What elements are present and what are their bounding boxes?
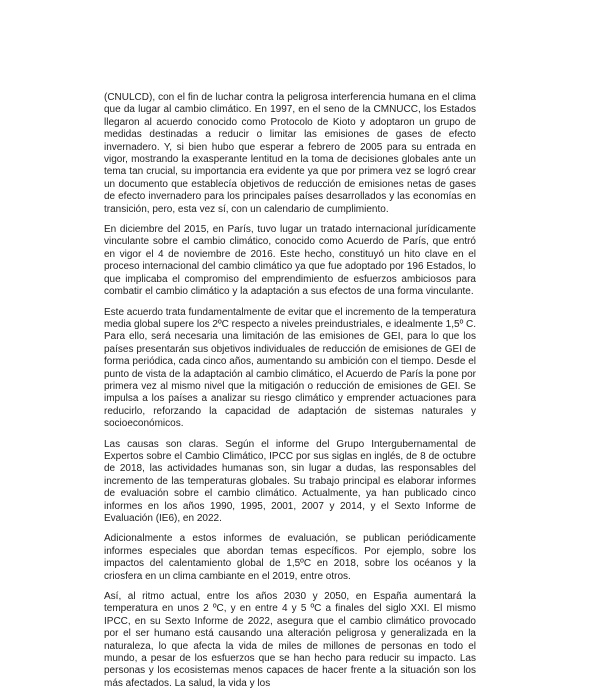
paragraph-ipcc-causes: Las causas son claras. Según el informe del Grupo Intergubernamental de Expertos sobre el Cambio Climático, IPCC por sus siglas en inglés, de 8 de octubre de 2018, las actividades humanas son, sin lugar a dudas, las responsables del incremento de las temperaturas globales. Su trabajo principal es elaborar informes de evaluación sobre el cambio climático. Actualmente, ya han publicado cinco informes en los años 1990, 1995, 2001, 2007 y 2014, y el Sexto Informe de Evaluación (IE6), en 2022. [104, 438, 476, 524]
paragraph-kyoto-protocol: (CNULCD), con el fin de luchar contra la peligrosa interferencia humana en el clima que da lugar al cambio climático. En 1997, en el seno de la CMNUCC, los Estados llegaron al acuerdo conocido como Protocolo de Kioto y adoptaron un grupo de medidas destinadas a reducir o limitar las emisiones de gases de efecto invernadero. Y, si bien hubo que esperar a febrero de 2005 para su entrada en vigor, mostrando la exasperante lentitud en la toma de decisiones globales ante un tema tan crucial, su importancia era evidente ya que por primera vez se logró crear un documento que establecía objetivos de reducción de emisiones netas de gases de efecto invernadero para los principales países desarrollados y las economías en transición, pero, esta vez sí, con un calendario de cumplimiento. [104, 92, 476, 215]
paragraph-special-reports: Adicionalmente a estos informes de evaluación, se publican periódicamente informes especiales que abordan temas específicos. Por ejemplo, sobre los impactos del calentamiento global de 1,5ºC en 2018, sobre los océanos y la criosfera en un clima cambiante en el 2019, entre otros. [104, 533, 476, 582]
paragraph-paris-agreement: En diciembre del 2015, en París, tuvo lugar un tratado internacional jurídicamente vinculante sobre el cambio climático, conocido como Acuerdo de París, que entró en vigor el 4 de noviembre de 2016. Este hecho, constituyó un hito clave en el proceso internacional del cambio climático ya que fue adoptado por 196 Estados, lo que implicaba el compromiso del emprendimiento de esfuerzos ambiciosos para combatir el cambio climático y la adaptación a sus efectos de una forma vinculante. [104, 224, 476, 298]
paragraph-current-rate: Así, al ritmo actual, entre los años 2030 y 2050, en España aumentará la temperatura en unos 2 ºC, y en entre 4 y 5 ºC a finales del siglo XXI. El mismo IPCC, en su Sexto Informe de 2022, asegura que el cambio climático provocado por el ser humano está causando una alteración peligrosa y generalizada en la naturaleza, lo que afecta la vida de miles de millones de personas en todo el mundo, a pesar de los esfuerzos que se han hecho para reducir su impacto. Las personas y los ecosistemas menos capaces de hacer frente a la situación son los más afectados. La salud, la vida y los [104, 591, 476, 689]
document-body [104, 92, 476, 698]
paragraph-agreement-goals: Este acuerdo trata fundamentalmente de evitar que el incremento de la temperatura media global supere los 2ºC respecto a niveles preindustriales, e idealmente 1,5º C. Para ello, será necesaria una limitación de las emisiones de GEI, para lo que los países presentarán sus objetivos individuales de reducción de emisiones de GEI de forma periódica, cada cinco años, aumentando su ambición con el tiempo. Desde el punto de vista de la adaptación al cambio climático, el Acuerdo de París la pone por primera vez al mismo nivel que la mitigación o reducción de emisiones de GEI. Se impulsa a los países a analizar su riesgo climático y emprender actuaciones para reducirlo, reforzando la capacidad de adaptación de sistemas naturales y socioeconómicos. [104, 306, 476, 430]
